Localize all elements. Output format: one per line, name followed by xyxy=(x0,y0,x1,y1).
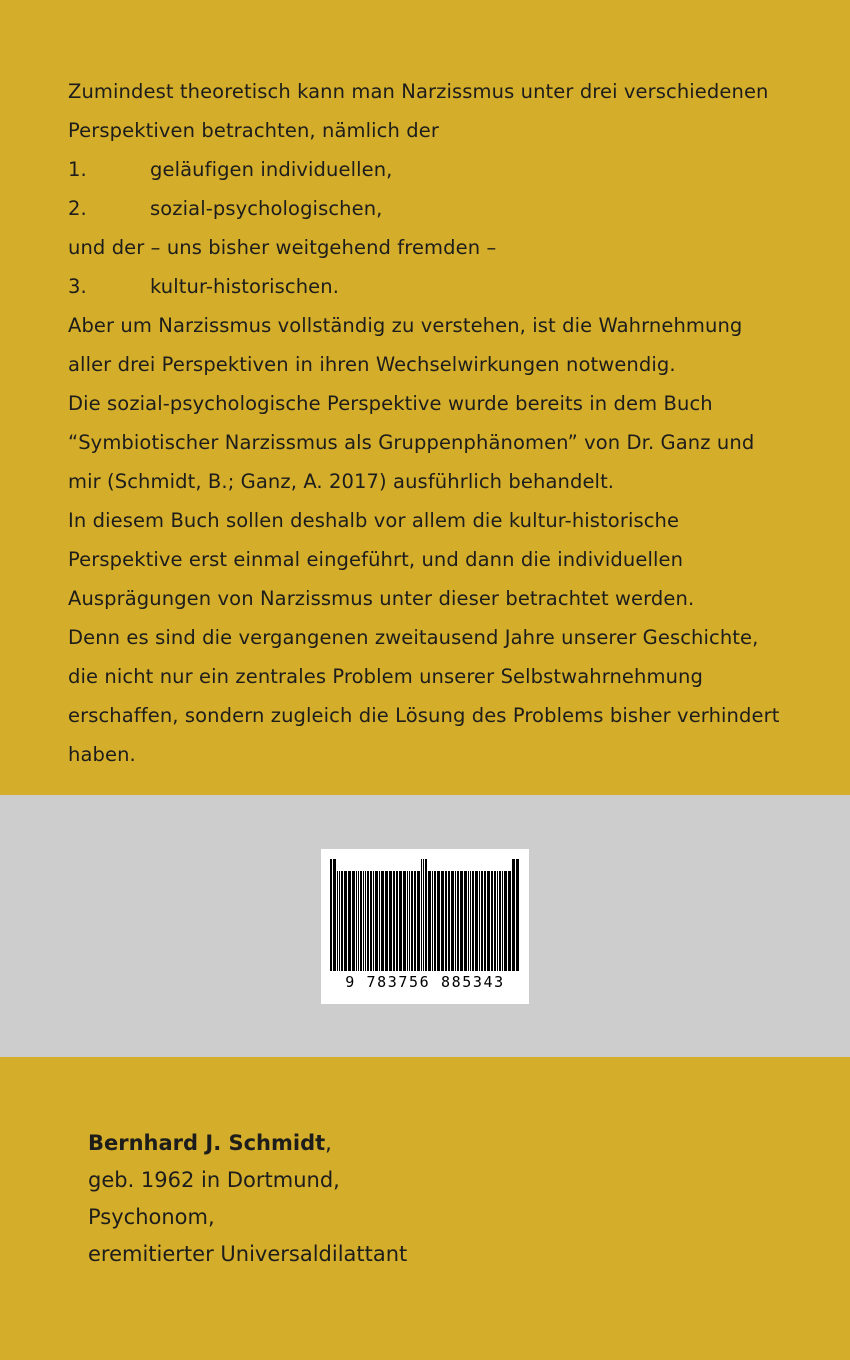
author-line-1: geb. 1962 in Dortmund, xyxy=(88,1168,340,1192)
blurb-intro-line-2: Perspektiven betrachten, nämlich der xyxy=(68,119,439,142)
blurb-intro-line-1: Zumindest theoretisch kann man Narzissmus unter drei verschiedenen xyxy=(68,80,769,103)
list-number-2: 2. xyxy=(68,197,87,220)
blurb-paragraph-2: Aber um Narzissmus vollständig zu verstehen, ist die Wahrnehmung aller drei Perspektiven in ihren Wechselwirkungen notwendig. xyxy=(68,314,743,376)
list-text-1: geläufigen individuellen, xyxy=(150,158,393,181)
list-text-2: sozial-psychologischen, xyxy=(150,197,383,220)
author-name-line xyxy=(88,1125,782,1162)
barcode-box xyxy=(321,849,529,1004)
list-number-1: 1. xyxy=(68,158,87,181)
blurb-text xyxy=(68,72,782,774)
author-block xyxy=(88,1125,782,1273)
barcode-band xyxy=(0,795,850,1057)
blurb-paragraph-3: Die sozial-psychologische Perspektive wurde bereits in dem Buch “Symbiotischer Narzissmus als Gruppenphänomen” von Dr. Ganz und mir (Schmidt, B.; Ganz, A. 2017) ausführlich behandelt. xyxy=(68,392,755,493)
barcode-digits: 9 783756 885343 xyxy=(345,972,505,991)
author-line-3: eremitierter Universaldilattant xyxy=(88,1242,408,1266)
author-name: Bernhard J. Schmidt xyxy=(88,1131,326,1155)
blurb-list-item-2 xyxy=(68,189,782,228)
author-band xyxy=(0,1057,850,1360)
list-text-3: kultur-historischen. xyxy=(150,275,340,298)
author-name-suffix: , xyxy=(325,1131,332,1155)
blurb-mid-line: und der – uns bisher weitgehend fremden – xyxy=(68,236,497,259)
blurb-paragraph-5: Denn es sind die vergangenen zweitausend Jahre unserer Geschichte, die nicht nur ein zentrales Problem unserer Selbstwahrnehmung erschaffen, sondern zugleich die Lösung des Problems bisher verhindert haben. xyxy=(68,626,780,766)
blurb-list-item-1 xyxy=(68,150,782,189)
barcode-icon xyxy=(330,859,520,971)
blurb-paragraph-4: In diesem Buch sollen deshalb vor allem die kultur-historische Perspektive erst einmal eingeführt, und dann die individuellen Ausprägungen von Narzissmus unter dieser betrachtet werden. xyxy=(68,509,695,610)
list-number-3: 3. xyxy=(68,275,87,298)
blurb-list-item-3 xyxy=(68,267,782,306)
author-line-2: Psychonom, xyxy=(88,1205,215,1229)
